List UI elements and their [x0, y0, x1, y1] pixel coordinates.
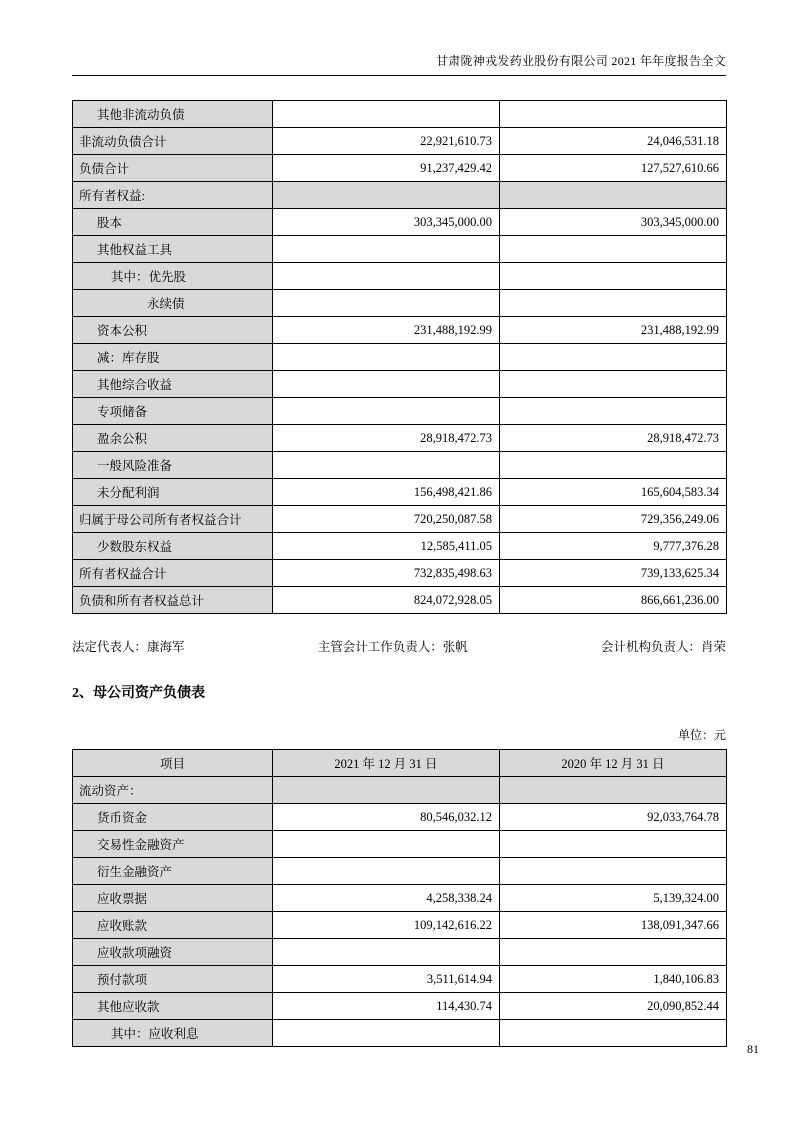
row-label: 永续债	[73, 290, 273, 317]
row-value-current-period: 91,237,429.42	[273, 155, 500, 182]
row-value-prior-period	[500, 1020, 727, 1047]
table-row	[73, 804, 727, 831]
row-value-current-period	[273, 858, 500, 885]
row-value-prior-period: 1,840,106.83	[500, 966, 727, 993]
row-value-current-period: 732,835,498.63	[273, 560, 500, 587]
row-label: 负债和所有者权益总计	[73, 587, 273, 614]
table-row	[73, 371, 727, 398]
table-row	[73, 506, 727, 533]
row-value-prior-period: 303,345,000.00	[500, 209, 727, 236]
row-value-prior-period: 20,090,852.44	[500, 993, 727, 1020]
table-row	[73, 425, 727, 452]
column-header-2020: 2020 年 12 月 31 日	[500, 750, 727, 777]
row-value-current-period	[273, 1020, 500, 1047]
row-label: 应收款项融资	[73, 939, 273, 966]
table-row	[73, 290, 727, 317]
row-label: 其他综合收益	[73, 371, 273, 398]
row-value-current-period: 303,345,000.00	[273, 209, 500, 236]
table-row	[73, 1020, 727, 1047]
row-value-current-period: 720,250,087.58	[273, 506, 500, 533]
row-value-prior-period: 138,091,347.66	[500, 912, 727, 939]
row-value-current-period	[273, 290, 500, 317]
table-row	[73, 344, 727, 371]
row-label: 一般风险准备	[73, 452, 273, 479]
table-row	[73, 966, 727, 993]
row-value-current-period: 109,142,616.22	[273, 912, 500, 939]
table-row	[73, 128, 727, 155]
row-value-prior-period: 729,356,249.06	[500, 506, 727, 533]
row-label: 所有者权益合计	[73, 560, 273, 587]
row-value-current-period	[273, 344, 500, 371]
row-value-current-period	[273, 371, 500, 398]
row-value-current-period	[273, 236, 500, 263]
row-label: 货币资金	[73, 804, 273, 831]
row-label: 流动资产：	[73, 777, 273, 804]
row-value-current-period: 156,498,421.86	[273, 479, 500, 506]
row-value-current-period	[273, 263, 500, 290]
row-label: 其中：应收利息	[73, 1020, 273, 1047]
table-row	[73, 155, 727, 182]
table-row	[73, 452, 727, 479]
table-row	[73, 939, 727, 966]
row-label: 专项储备	[73, 398, 273, 425]
chief-accounting-officer-label: 主管会计工作负责人：张帆	[317, 640, 468, 654]
row-value-current-period: 231,488,192.99	[273, 317, 500, 344]
column-header-item: 项目	[73, 750, 273, 777]
row-label: 其他应收款	[73, 993, 273, 1020]
row-label: 交易性金融资产	[73, 831, 273, 858]
signatories-row	[72, 637, 726, 655]
row-value-prior-period	[500, 290, 727, 317]
row-label: 未分配利润	[73, 479, 273, 506]
table-row	[73, 479, 727, 506]
row-value-current-period	[273, 777, 500, 804]
row-value-current-period: 22,921,610.73	[273, 128, 500, 155]
row-value-prior-period: 28,918,472.73	[500, 425, 727, 452]
row-value-prior-period	[500, 939, 727, 966]
row-value-current-period: 80,546,032.12	[273, 804, 500, 831]
page-number: 81	[747, 1042, 759, 1056]
row-label: 其他非流动负债	[73, 101, 273, 128]
table-row	[73, 912, 727, 939]
row-value-prior-period: 5,139,324.00	[500, 885, 727, 912]
consolidated-balance-sheet-table	[72, 100, 727, 614]
report-header-title: 甘肃陇神戎发药业股份有限公司 2021 年年度报告全文	[435, 54, 726, 68]
row-value-prior-period: 24,046,531.18	[500, 128, 727, 155]
row-label: 减：库存股	[73, 344, 273, 371]
row-value-prior-period	[500, 101, 727, 128]
table-row	[73, 587, 727, 614]
accounting-department-head-label: 会计机构负责人：肖荣	[600, 640, 726, 654]
table-row	[73, 533, 727, 560]
row-value-current-period: 3,511,614.94	[273, 966, 500, 993]
table-header-row	[73, 750, 727, 777]
row-value-prior-period: 9,777,376.28	[500, 533, 727, 560]
unit-label: 单位：元	[677, 728, 726, 742]
table-row	[73, 317, 727, 344]
row-value-prior-period	[500, 452, 727, 479]
table-row	[73, 885, 727, 912]
row-value-current-period: 28,918,472.73	[273, 425, 500, 452]
row-label: 其他权益工具	[73, 236, 273, 263]
page-header	[72, 0, 726, 69]
row-value-prior-period: 92,033,764.78	[500, 804, 727, 831]
row-value-current-period: 4,258,338.24	[273, 885, 500, 912]
section-title: 2、母公司资产负债表	[72, 686, 205, 701]
row-value-current-period	[273, 831, 500, 858]
row-label: 少数股东权益	[73, 533, 273, 560]
row-value-current-period: 12,585,411.05	[273, 533, 500, 560]
column-header-2021: 2021 年 12 月 31 日	[273, 750, 500, 777]
table-header	[73, 750, 727, 777]
row-value-current-period	[273, 398, 500, 425]
row-value-prior-period: 127,527,610.66	[500, 155, 727, 182]
table-row	[73, 263, 727, 290]
row-value-prior-period	[500, 858, 727, 885]
row-value-current-period	[273, 939, 500, 966]
table-row	[73, 182, 727, 209]
row-value-current-period	[273, 182, 500, 209]
row-label: 其中：优先股	[73, 263, 273, 290]
row-label: 衍生金融资产	[73, 858, 273, 885]
table-row	[73, 831, 727, 858]
table-row	[73, 777, 727, 804]
table-row	[73, 236, 727, 263]
row-label: 预付款项	[73, 966, 273, 993]
row-value-prior-period	[500, 398, 727, 425]
row-value-current-period	[273, 101, 500, 128]
row-value-current-period: 114,430.74	[273, 993, 500, 1020]
row-value-current-period: 824,072,928.05	[273, 587, 500, 614]
table-row	[73, 101, 727, 128]
table-row	[73, 560, 727, 587]
row-value-prior-period	[500, 371, 727, 398]
legal-representative-label: 法定代表人：康海军	[72, 640, 185, 654]
row-label: 应收账款	[73, 912, 273, 939]
row-value-current-period	[273, 452, 500, 479]
row-label: 盈余公积	[73, 425, 273, 452]
table-row	[73, 993, 727, 1020]
row-label: 负债合计	[73, 155, 273, 182]
row-value-prior-period	[500, 236, 727, 263]
row-value-prior-period	[500, 777, 727, 804]
row-label: 资本公积	[73, 317, 273, 344]
table-body	[73, 777, 727, 1047]
row-label: 所有者权益:	[73, 182, 273, 209]
row-value-prior-period: 739,133,625.34	[500, 560, 727, 587]
row-value-prior-period: 866,661,236.00	[500, 587, 727, 614]
row-label: 归属于母公司所有者权益合计	[73, 506, 273, 533]
table-row	[73, 209, 727, 236]
parent-balance-sheet-table	[72, 749, 727, 1047]
row-value-prior-period	[500, 263, 727, 290]
table-row	[73, 398, 727, 425]
row-value-prior-period	[500, 344, 727, 371]
header-divider	[72, 75, 726, 76]
row-value-prior-period	[500, 182, 727, 209]
table-body	[73, 101, 727, 614]
page-content	[72, 0, 726, 1047]
table-row	[73, 858, 727, 885]
row-label: 股本	[73, 209, 273, 236]
row-value-prior-period	[500, 831, 727, 858]
row-label: 非流动负债合计	[73, 128, 273, 155]
row-value-prior-period: 165,604,583.34	[500, 479, 727, 506]
row-label: 应收票据	[73, 885, 273, 912]
row-value-prior-period: 231,488,192.99	[500, 317, 727, 344]
